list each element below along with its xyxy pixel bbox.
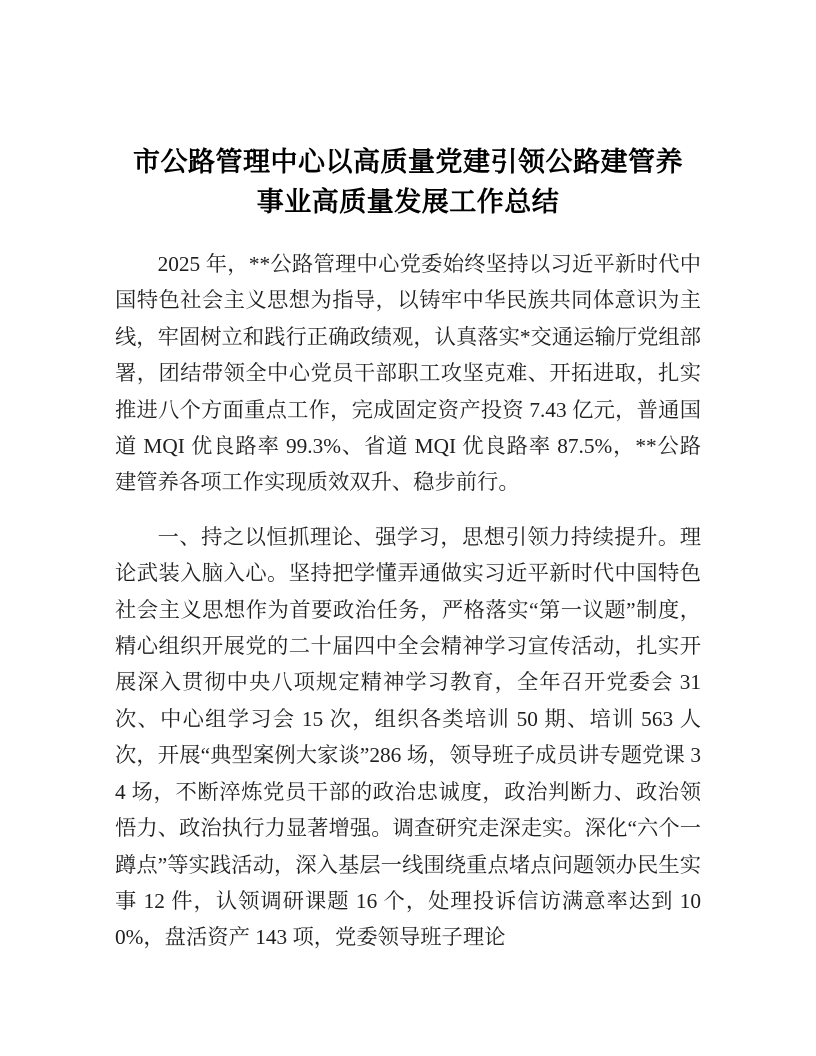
document-title-line-1: 市公路管理中心以高质量党建引领公路建管养 [133, 147, 683, 177]
document-title-line-2: 事业高质量发展工作总结 [256, 187, 560, 217]
document-title [115, 142, 701, 222]
paragraph-section-one: 一、持之以恒抓理论、强学习，思想引领力持续提升。理论武装入脑入心。坚持把学懂弄通做实习近平新时代中国特色社会主义思想作为首要政治任务，严格落实“第一议题”制度，精心组织开展党的二十届四中全会精神学习宣传活动，扎实开展深入贯彻中央八项规定精神学习教育，全年召开党委会 31 次、中心组学习会 15 次，组织各类培训 50 期、培训 563 人次，开展“典型案例大家谈”286 场，领导班子成员讲专题党课 34 场，不断淬炼党员干部的政治忠诚度，政治判断力、政治领悟力、政治执行力显著增强。调查研究走深走实。深化“六个一蹲点”等实践活动，深入基层一线围绕重点堵点问题领办民生实事 12 件，认领调研课题 16 个，处理投诉信访满意率达到 100%，盘活资产 143 项，党委领导班子理论 [115, 524, 701, 950]
paragraph-intro: 2025 年，**公路管理中心党委始终坚持以习近平新时代中国特色社会主义思想为指导，以铸牢中华民族共同体意识为主线，牢固树立和践行正确政绩观，认真落实*交通运输厅党组部署，团结带领全中心党员干部职工攻坚克难、开拓进取，扎实推进八个方面重点工作，完成固定资产投资 7.43 亿元，普通国道 MQI 优良路率 99.3%、省道 MQI 优良路率 87.5%，**公路建管养各项工作实现质效双升、稳步前行。 [115, 252, 701, 495]
